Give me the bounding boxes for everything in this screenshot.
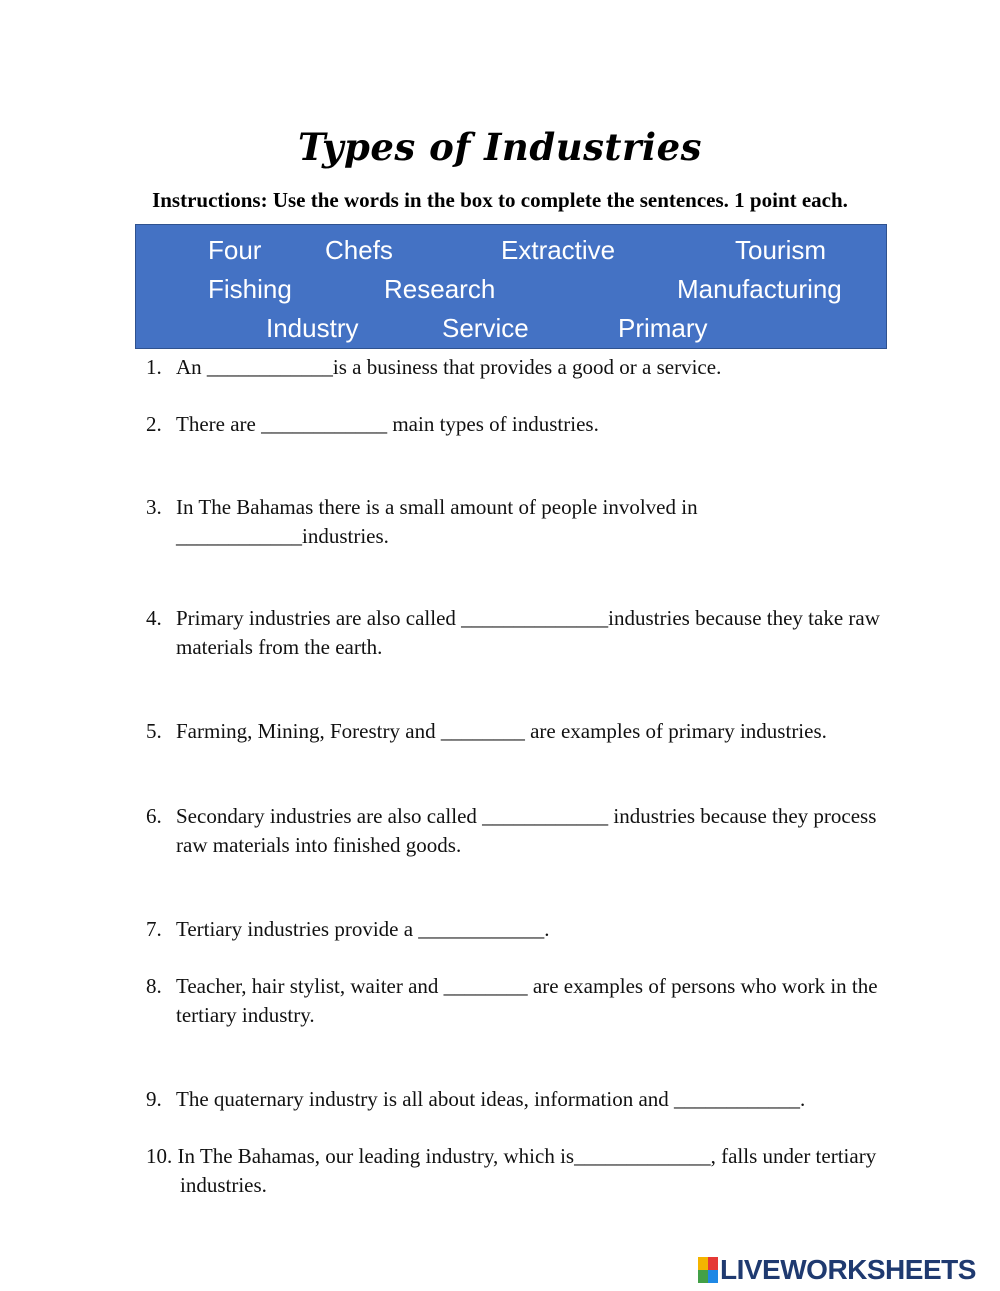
word-industry[interactable]: Industry — [266, 313, 359, 343]
question-text[interactable]: In The Bahamas there is a small amount of people involved in ____________industries. — [176, 495, 698, 548]
question-5 — [146, 717, 886, 746]
question-text[interactable]: Secondary industries are also called ____________ industries because they process raw materials into finished goods. — [176, 804, 877, 857]
question-8 — [146, 972, 886, 1030]
question-1 — [146, 353, 886, 382]
question-3 — [146, 493, 886, 551]
question-number: 7. — [146, 917, 162, 941]
liveworksheets-logo-icon — [698, 1257, 718, 1283]
question-number: 6. — [146, 804, 162, 828]
question-7 — [146, 915, 886, 944]
word-extractive[interactable]: Extractive — [501, 235, 616, 265]
word-fishing[interactable]: Fishing — [208, 274, 292, 304]
question-text[interactable]: Farming, Mining, Forestry and ________ are examples of primary industries. — [176, 719, 827, 743]
word-primary[interactable]: Primary — [618, 313, 708, 343]
word-four[interactable]: Four — [208, 235, 262, 265]
word-research[interactable]: Research — [384, 274, 496, 304]
question-2 — [146, 410, 886, 439]
worksheet-title: Types of Industries — [298, 125, 702, 169]
question-number: 9. — [146, 1087, 162, 1111]
question-10 — [146, 1142, 886, 1200]
question-4 — [146, 604, 886, 662]
question-6 — [146, 802, 886, 860]
liveworksheets-logo[interactable] — [698, 1255, 976, 1285]
question-number: 5. — [146, 719, 162, 743]
question-text[interactable]: Teacher, hair stylist, waiter and ________ are examples of persons who work in the tertiary industry. — [176, 974, 878, 1027]
question-text[interactable]: The quaternary industry is all about ideas, information and ____________. — [176, 1087, 806, 1111]
logo-text: LIVEWORKSHEETS — [720, 1254, 976, 1285]
question-text[interactable]: There are ____________ main types of industries. — [176, 412, 599, 436]
question-text[interactable]: Tertiary industries provide a ____________. — [176, 917, 550, 941]
word-service[interactable]: Service — [442, 313, 529, 343]
question-number: 8. — [146, 974, 162, 998]
word-manufacturing[interactable]: Manufacturing — [677, 274, 842, 304]
word-tourism[interactable]: Tourism — [735, 235, 827, 265]
instructions: Instructions: Use the words in the box to complete the sentences. 1 point each. — [152, 188, 848, 212]
question-text[interactable]: Primary industries are also called ______________industries because they take raw materials from the earth. — [176, 606, 880, 659]
question-number: 1. — [146, 355, 162, 379]
question-number: 4. — [146, 606, 162, 630]
word-bank — [135, 224, 887, 349]
question-9 — [146, 1085, 886, 1114]
question-text[interactable]: An ____________is a business that provides a good or a service. — [176, 355, 722, 379]
question-text[interactable]: 10. In The Bahamas, our leading industry, which is_____________, falls under tertiary industries. — [146, 1144, 877, 1197]
word-chefs[interactable]: Chefs — [325, 235, 393, 265]
question-number: 2. — [146, 412, 162, 436]
question-number: 3. — [146, 495, 162, 519]
